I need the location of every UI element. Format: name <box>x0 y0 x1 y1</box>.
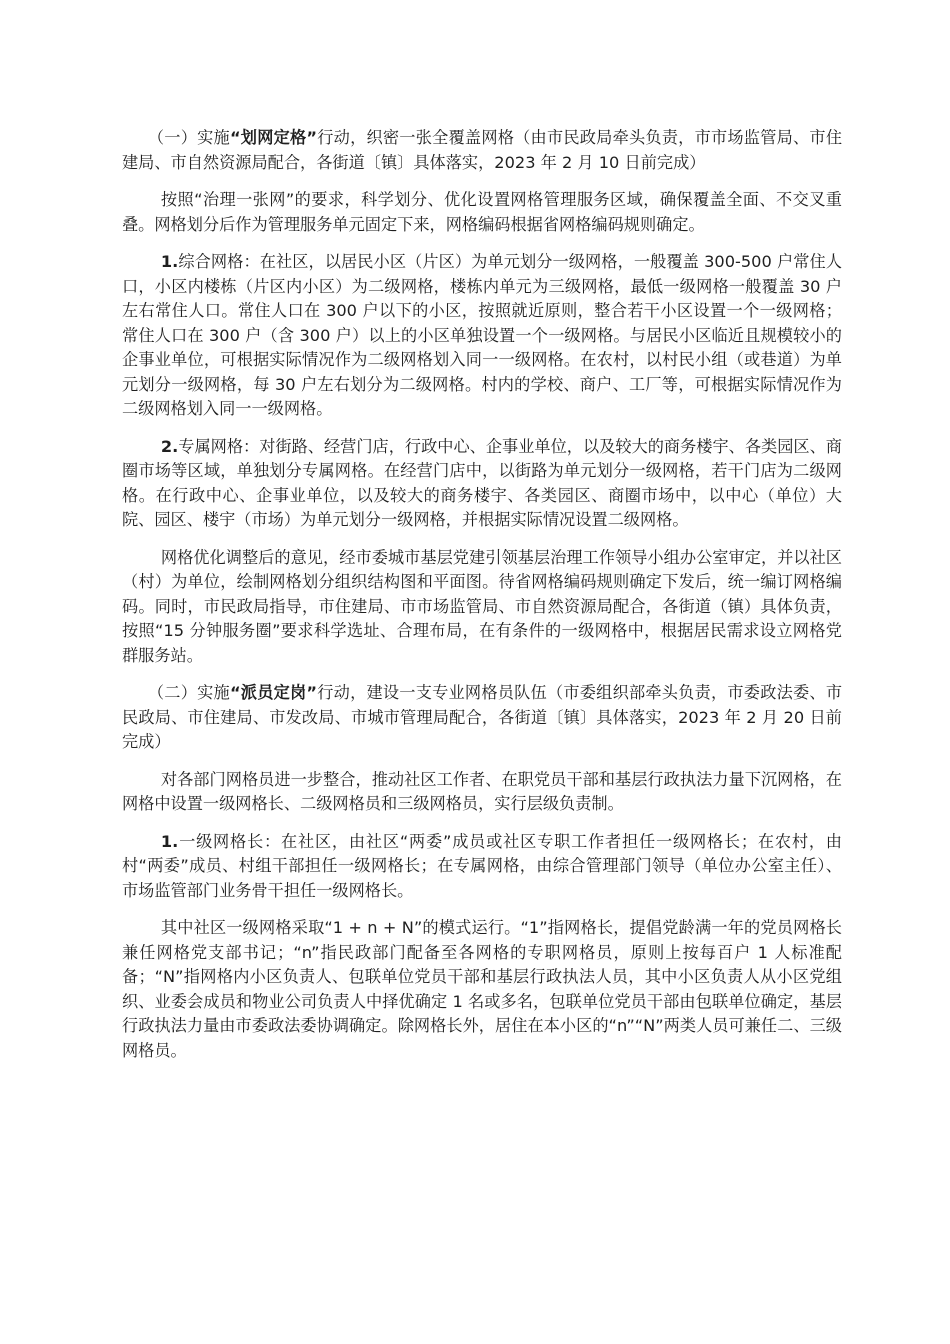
paragraph <box>122 768 842 817</box>
item-number: 2. <box>160 436 179 456</box>
section-action-title: “派员定岗” <box>229 683 318 702</box>
paragraph-text: 其中社区一级网格采取“1 + n + N”的模式运行。“1”指网格长，提倡党龄满一年的党员网格长兼任网格党支部书记；“n”指民政部门配备至各网格的专职网格员，原则上按每百户 1 人标准配备；“N”指网格内小区负责人、包联单位党员干部和基层行政执法人员，其中小区负责人从小区党组织、业委会成员和物业公司负责人中择优确定 1 名或多名，包联单位党员干部由包联单位确定，基层行政执法力量由市委政法委协调确定。除网格长外，居住在本小区的“n”“N”两类人员可兼任二、三级网格员。 <box>122 918 842 1060</box>
paragraph-text: 对各部门网格员进一步整合，推动社区工作者、在职党员干部和基层行政执法力量下沉网格，在网格中设置一级网格长、二级网格员和三级网格员，实行层级负责制。 <box>122 769 842 813</box>
paragraph <box>122 916 842 1063</box>
section-text: 行动，建设一支专业网格员队伍（市委组织部牵头负责，市委政法委、市民政局、市住建局、市发改局、市城市管理局配合，各街道〔镇〕具体落实，2023 年 2 月 20 日前完成） <box>122 683 843 751</box>
section-heading-1 <box>122 126 842 175</box>
paragraph-text: 综合网格：在社区，以居民小区（片区）为单元划分一级网格，一般覆盖 300-500 户常住人口，小区内楼栋（片区内小区）为二级网格，楼栋内单元为三级网格，最低一级网格一般覆盖 30 户左右常住人口。常住人口在 300 户以下的小区，按照就近原则，整合若干小区设置一个一级网格；常住人口在 300 户（含 300 户）以上的小区单独设置一个一级网格。与居民小区临近且规模较小的企事业单位，可根据实际情况作为二级网格划入同一一级网格。在农村，以村民小组（或巷道）为单元划分一级网格，每 30 户左右划分为二级网格。村内的学校、商户、工厂等，可根据实际情况作为二级网格划入同一一级网格。 <box>122 252 842 418</box>
section-text: 行动，织密一张全覆盖网格（由市民政局牵头负责，市市场监管局、市住建局、市自然资源局配合，各街道〔镇〕具体落实，2023 年 2 月 10 日前完成） <box>122 128 843 172</box>
numbered-paragraph <box>122 830 842 904</box>
paragraph <box>122 546 842 669</box>
paragraph-text: 按照“治理一张网”的要求，科学划分、优化设置网格管理服务区域，确保覆盖全面、不交叉重叠。网格划分后作为管理服务单元固定下来，网格编码根据省网格编码规则确定。 <box>122 190 842 234</box>
item-number: 1. <box>160 831 179 851</box>
section-prefix: （二）实施 <box>147 683 230 702</box>
paragraph-text: 网格优化调整后的意见，经市委城市基层党建引领基层治理工作领导小组办公室审定，并以社区（村）为单位，绘制网格划分组织结构图和平面图。待省网格编码规则确定下发后，统一编订网格编码。同时，市民政局指导，市住建局、市市场监管局、市自然资源局配合，各街道（镇）具体负责，按照“15 分钟服务圈”要求科学选址、合理布局，在有条件的一级网格中，根据居民需求设立网格党群服务站。 <box>122 547 842 665</box>
document-page <box>122 126 842 1076</box>
numbered-paragraph <box>122 250 842 422</box>
paragraph-text: 专属网格：对街路、经营门店，行政中心、企事业单位，以及较大的商务楼宇、各类园区、商圈市场等区域，单独划分专属网格。在经营门店中，以街路为单元划分一级网格，若干门店为二级网格。在行政中心、企事业单位，以及较大的商务楼宇、各类园区、商圈市场中，以中心（单位）大院、园区、楼宇（市场）为单元划分一级网格，并根据实际情况设置二级网格。 <box>122 436 842 529</box>
section-prefix: （一）实施 <box>147 128 230 147</box>
numbered-paragraph <box>122 435 842 533</box>
item-number: 1. <box>160 252 179 271</box>
paragraph-text: 一级网格长：在社区，由社区“两委”成员或社区专职工作者担任一级网格长；在农村，由村“两委”成员、村组干部担任一级网格长；在专属网格，由综合管理部门领导（单位办公室主任）、市场监管部门业务骨干担任一级网格长。 <box>122 831 842 900</box>
paragraph <box>122 188 842 237</box>
section-heading-2 <box>122 681 842 755</box>
section-action-title: “划网定格” <box>229 128 318 147</box>
